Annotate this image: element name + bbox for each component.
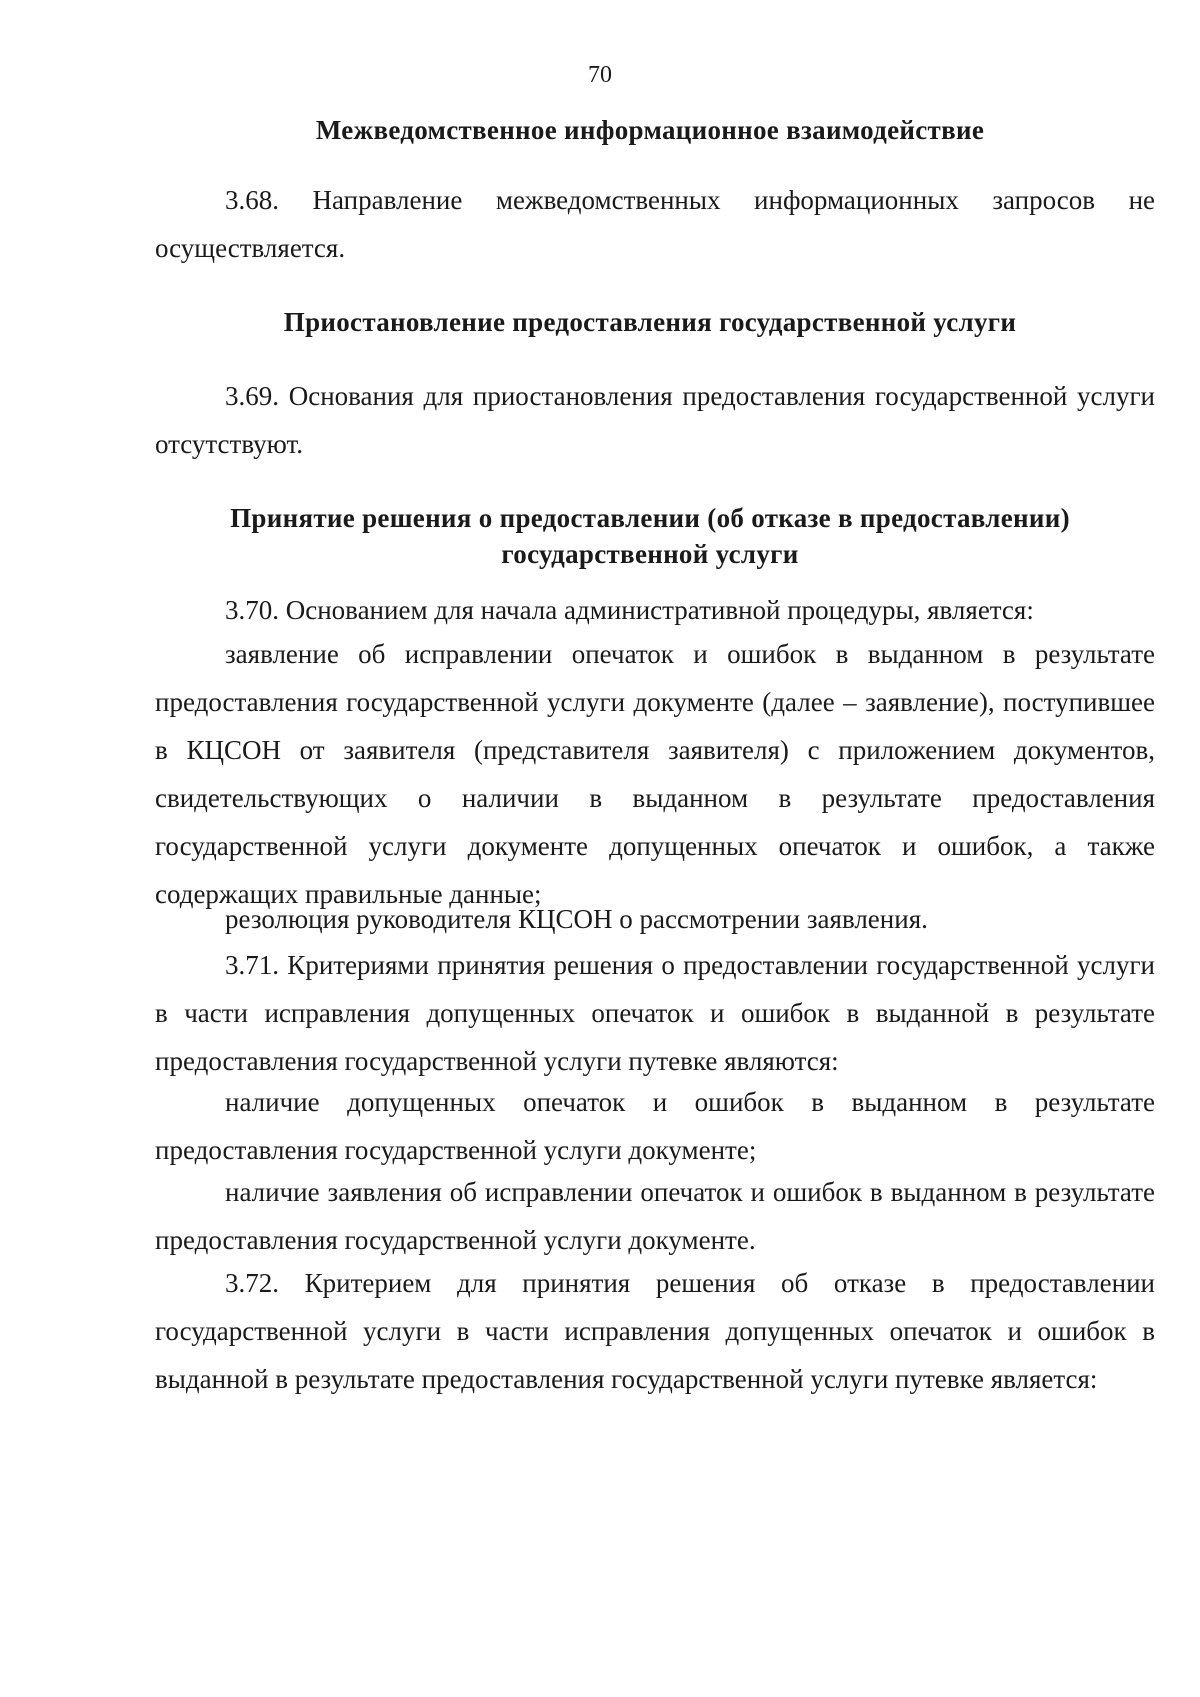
paragraph-3-70: 3.70. Основанием для начала административной процедуры, является:	[225, 595, 1034, 625]
paragraph-3-72: 3.72. Критерием для принятия решения об отказе в предоставлении государственной услуги в части исправления допущенных опечаток и ошибок в выданной в результате предоставления государственной услуги путевке является:	[155, 1268, 1155, 1394]
paragraph-3-70-resolution: резолюция руководителя КЦСОН о рассмотрении заявления.	[225, 904, 928, 934]
page-number: 70	[588, 62, 612, 88]
section-heading-decision-line-1: Принятие решения о предоставлении (об отказе в предоставлении)	[230, 503, 1070, 533]
section-heading-decision-line-2: государственной услуги	[501, 539, 799, 569]
section-heading-interagency: Межведомственное информационное взаимодействие	[315, 115, 985, 145]
section-heading-decision	[150, 500, 1150, 572]
paragraph-3-70-application: заявление об исправлении опечаток и ошибок в выданном в результате предоставления государственной услуги документе (далее – заявление), поступившее в КЦСОН от заявителя (представителя заявителя) с приложением документов, свидетельствующих о наличии в выданном в результате предоставления государственной услуги документе допущенных опечаток и ошибок, а также содержащих правильные данные;	[155, 639, 1155, 909]
paragraph-3-69: 3.69. Основания для приостановления предоставления государственной услуги отсутствуют.	[155, 381, 1155, 459]
paragraph-3-71-typos: наличие допущенных опечаток и ошибок в выданном в результате предоставления государственной услуги документе;	[155, 1087, 1155, 1165]
paragraph-3-71-application: наличие заявления об исправлении опечаток и ошибок в выданном в результате предоставления государственной услуги документе.	[155, 1177, 1155, 1255]
paragraph-3-71: 3.71. Критериями принятия решения о предоставлении государственной услуги в части исправления допущенных опечаток и ошибок в выданной в результате предоставления государственной услуги путевке являются:	[155, 950, 1155, 1076]
paragraph-3-68: 3.68. Направление межведомственных информационных запросов не осуществляется.	[155, 185, 1155, 263]
section-heading-suspension: Приостановление предоставления государственной услуги	[283, 307, 1017, 337]
